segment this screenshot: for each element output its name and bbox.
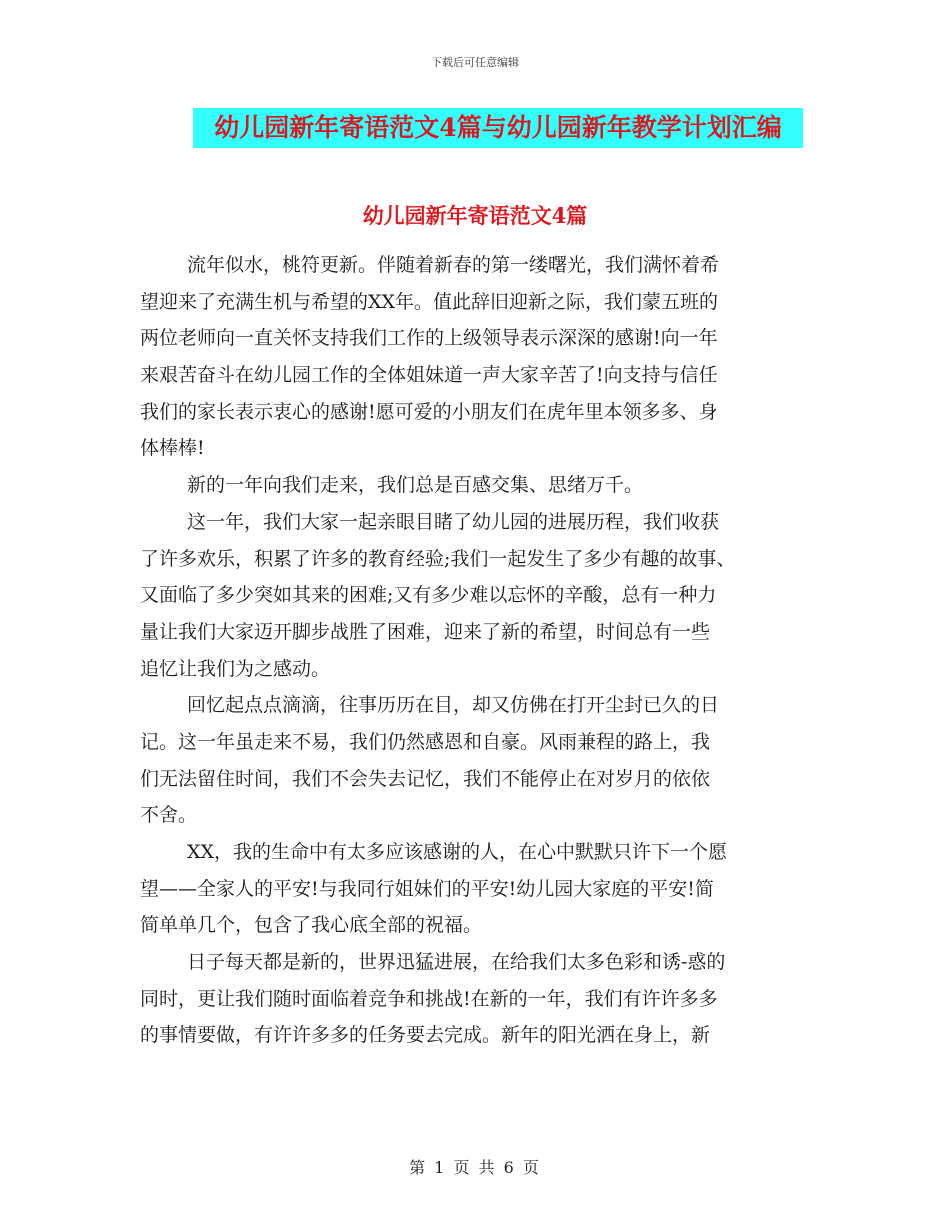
page-header-note: 下载后可任意编辑: [431, 56, 519, 69]
paragraph-2: [140, 467, 820, 504]
text-line: 这一年，我们大家一起亲眼目睹了幼儿园的进展历程，我们收获: [187, 510, 720, 533]
document-title-highlight: [193, 108, 803, 148]
text-line: 新的一年向我们走来，我们总是百感交集、思绪万千。: [187, 474, 644, 497]
page-number-footer: 第 1 页 共 6 页: [409, 1158, 541, 1177]
text-line: 两位老师向一直关怀支持我们工作的上级领导表示深深的感谢!向一年: [140, 327, 718, 350]
text-line: 的事情要做，有许许多多的任务要去完成。新年的阳光洒在身上，新: [140, 1024, 711, 1047]
document-title: 幼儿园新年寄语范文4篇与幼儿园新年教学计划汇编: [214, 113, 782, 142]
paragraph-6: [140, 944, 820, 1054]
text-line: 回忆起点点滴滴，往事历历在目，却又仿佛在打开尘封已久的日: [187, 694, 720, 717]
text-line: 我们的家长表示衷心的感谢!愿可爱的小朋友们在虎年里本领多多、身: [140, 400, 718, 423]
text-line: 追忆让我们为之感动。: [140, 657, 331, 680]
text-line: 不舍。: [140, 804, 198, 827]
text-line: 简单单几个，包含了我心底全部的祝福。: [140, 914, 483, 937]
text-line: XX，我的生命中有太多应该感谢的人，在心中默默只许下一个愿: [187, 841, 728, 863]
section-title: 幼儿园新年寄语范文4篇: [362, 203, 588, 228]
text-line: 望——全家人的平安!与我同行姐妹们的平安!幼儿园大家庭的平安!简: [140, 877, 714, 900]
paragraph-1: [140, 247, 820, 467]
text-line: 来艰苦奋斗在幼儿园工作的全体姐妹道一声大家辛苦了!向支持与信任: [140, 364, 718, 387]
text-line: 体棒棒!: [140, 437, 205, 460]
text-line: 望迎来了充满生机与希望的XX年。值此辞旧迎新之际，我们蒙五班的: [140, 290, 719, 313]
paragraph-4: [140, 687, 820, 834]
text-line: 又面临了多少突如其来的困难;又有多少难以忘怀的辛酸，总有一种力: [140, 584, 717, 607]
text-line: 同时，更让我们随时面临着竞争和挑战!在新的一年，我们有许许多多: [140, 987, 718, 1010]
paragraph-3: [140, 504, 820, 687]
text-line: 记。这一年虽走来不易，我们仍然感恩和自豪。风雨兼程的路上，我: [140, 730, 711, 753]
text-line: 们无法留住时间，我们不会失去记忆，我们不能停止在对岁月的依依: [140, 767, 711, 790]
text-line: 流年似水，桃符更新。伴随着新春的第一缕曙光，我们满怀着希: [187, 254, 720, 276]
text-line: 了许多欢乐，积累了许多的教育经验;我们一起发生了多少有趣的故事、: [140, 547, 736, 570]
paragraph-5: [140, 834, 820, 944]
text-line: 日子每天都是新的，世界迅猛进展，在给我们太多色彩和诱-惑的: [187, 951, 726, 974]
text-line: 量让我们大家迈开脚步战胜了困难，迎来了新的希望，时间总有一些: [140, 620, 711, 643]
body-text: [140, 247, 820, 1054]
